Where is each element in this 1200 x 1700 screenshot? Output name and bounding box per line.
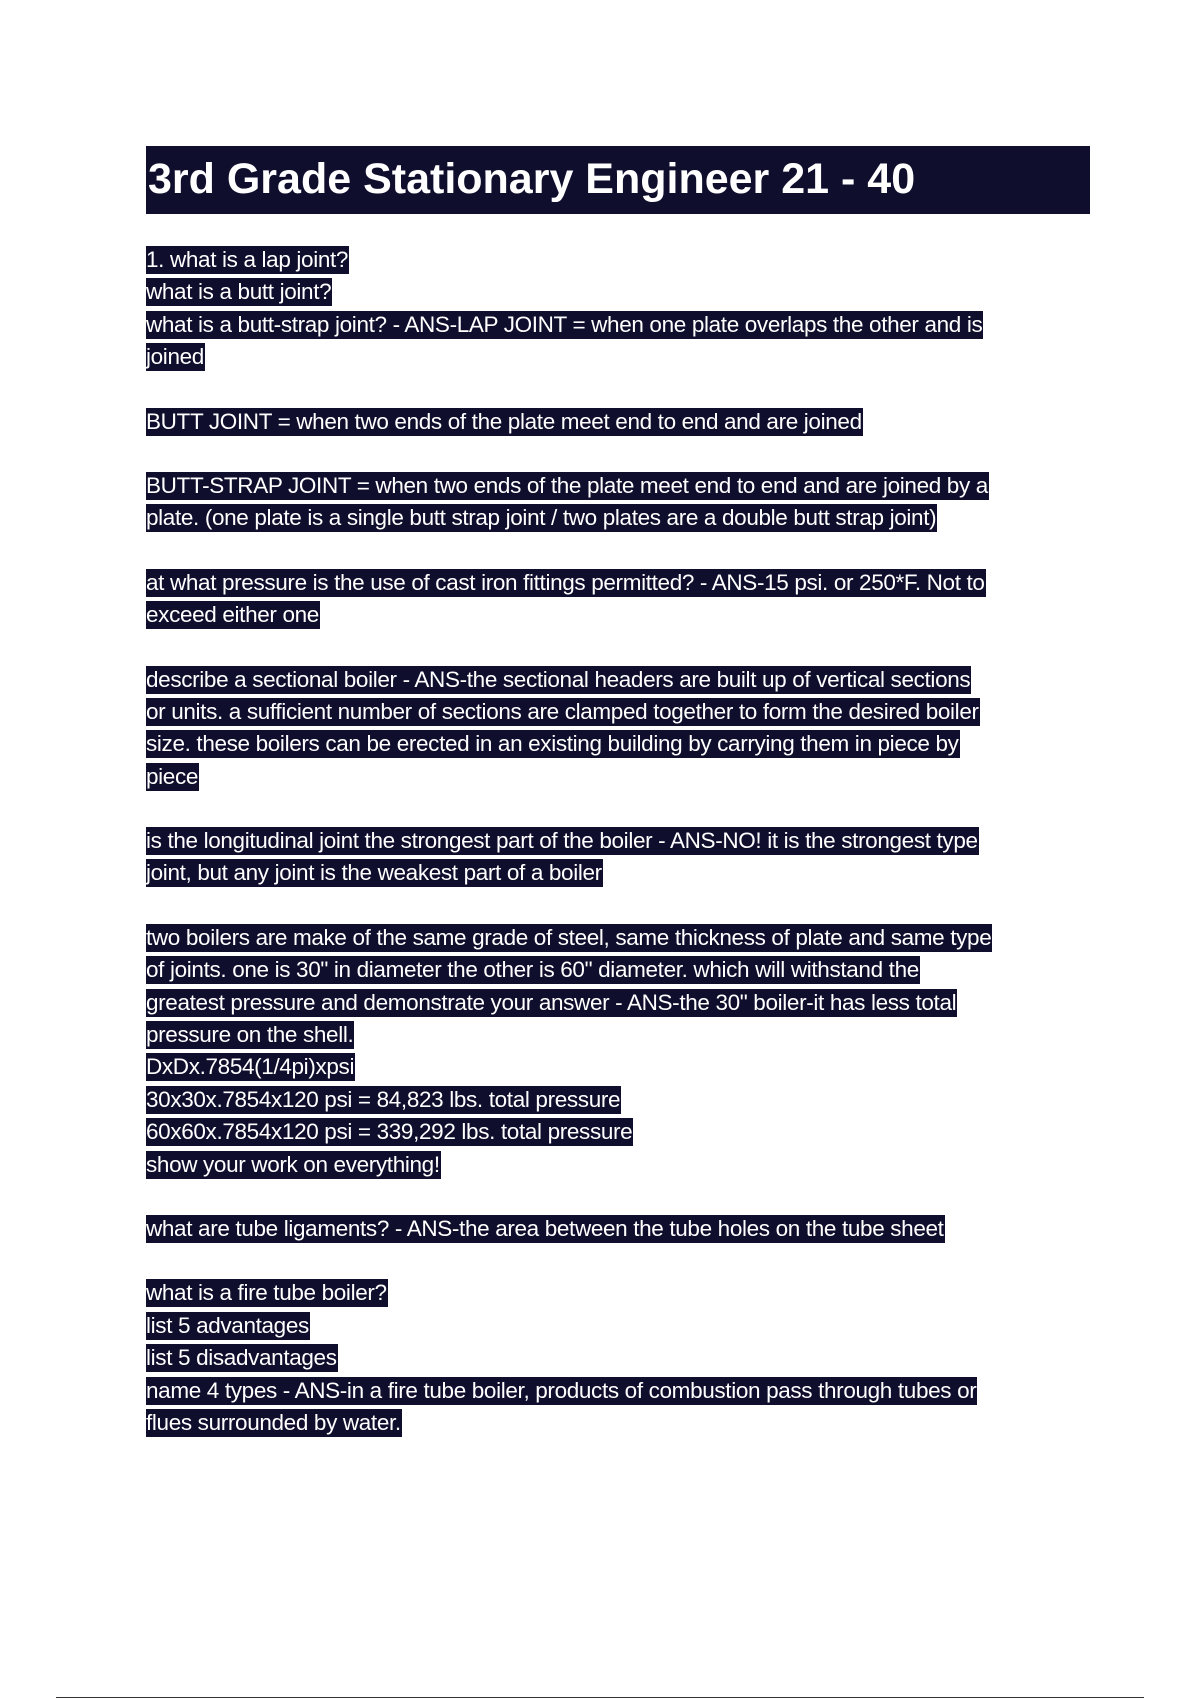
text-line — [146, 664, 1090, 696]
qa-block — [146, 825, 1090, 890]
text-line — [146, 567, 1090, 599]
text-line — [146, 470, 1090, 502]
text-line — [146, 761, 1090, 793]
highlighted-text: 1. what is a lap joint? — [146, 247, 349, 272]
highlighted-text: greatest pressure and demonstrate your answer - ANS-the 30" boiler-it has less total — [146, 989, 957, 1015]
highlighted-text: is the longitudinal joint the strongest part of the boiler - ANS-NO! it is the strongest type — [146, 828, 978, 854]
text-line — [146, 341, 1090, 373]
qa-block — [146, 1213, 1090, 1245]
text-line — [146, 244, 1090, 276]
footer-divider — [56, 1697, 1144, 1698]
highlighted-text: DxDx.7854(1/4pi)xpsi — [146, 1054, 355, 1080]
highlighted-text: list 5 disadvantages — [146, 1345, 337, 1371]
highlighted-text: size. these boilers can be erected in an existing building by carrying them in piece by — [146, 731, 959, 757]
text-line — [146, 1342, 1090, 1374]
text-line — [146, 922, 1090, 954]
document-title: 3rd Grade Stationary Engineer 21 - 40 — [146, 146, 1090, 214]
qa-list — [146, 244, 1090, 1439]
qa-block — [146, 406, 1090, 438]
text-line — [146, 1149, 1090, 1181]
text-line — [146, 1277, 1090, 1309]
highlighted-text: flues surrounded by water. — [146, 1409, 401, 1435]
text-line — [146, 1407, 1090, 1439]
highlighted-text: what is a fire tube boiler? — [146, 1280, 387, 1306]
text-line — [146, 309, 1090, 341]
text-line — [146, 1213, 1090, 1245]
text-line — [146, 857, 1090, 889]
highlighted-text: piece — [146, 763, 199, 789]
highlighted-text: what are tube ligaments? - ANS-the area between the tube holes on the tube sheet — [146, 1215, 944, 1241]
text-line — [146, 406, 1090, 438]
text-line — [146, 696, 1090, 728]
text-line — [146, 1375, 1090, 1407]
text-line — [146, 1084, 1090, 1116]
text-line — [146, 1310, 1090, 1342]
text-line — [146, 1051, 1090, 1083]
highlighted-text: what is a butt-strap joint? - ANS-LAP JOINT = when one plate overlaps the other and is — [146, 311, 983, 337]
highlighted-text: at what pressure is the use of cast iron fittings permitted? - ANS-15 psi. or 250*F. Not to — [146, 569, 985, 595]
text-line — [146, 599, 1090, 631]
text-line — [146, 825, 1090, 857]
highlighted-text: joined — [146, 344, 204, 370]
qa-block — [146, 1277, 1090, 1439]
qa-block — [146, 567, 1090, 632]
highlighted-text: BUTT-STRAP JOINT = when two ends of the plate meet end to end and are joined by a — [146, 472, 988, 498]
qa-block — [146, 664, 1090, 794]
highlighted-text: name 4 types - ANS-in a fire tube boiler, products of combustion pass through tubes or — [146, 1377, 977, 1403]
highlighted-text: of joints. one is 30" in diameter the other is 60" diameter. which will withstand the — [146, 957, 919, 983]
text-line — [146, 728, 1090, 760]
highlighted-text: joint, but any joint is the weakest part of a boiler — [146, 860, 602, 886]
highlighted-text: BUTT JOINT = when two ends of the plate meet end to end and are joined — [146, 408, 862, 434]
highlighted-text: or units. a sufficient number of sections are clamped together to form the desired boiler — [146, 698, 979, 724]
highlighted-text: pressure on the shell. — [146, 1022, 354, 1048]
highlighted-text: 60x60x.7854x120 psi = 339,292 lbs. total pressure — [146, 1119, 633, 1145]
document-page — [146, 146, 1090, 1471]
qa-block — [146, 470, 1090, 535]
highlighted-text: describe a sectional boiler - ANS-the sectional headers are built up of vertical sections — [146, 666, 971, 692]
highlighted-text: 30x30x.7854x120 psi = 84,823 lbs. total pressure — [146, 1086, 621, 1112]
qa-block — [146, 922, 1090, 1181]
highlighted-text: two boilers are make of the same grade of steel, same thickness of plate and same type — [146, 924, 992, 950]
text-line — [146, 1019, 1090, 1051]
text-line — [146, 954, 1090, 986]
text-line — [146, 502, 1090, 534]
highlighted-text: what is a butt joint? — [146, 279, 332, 305]
highlighted-text: exceed either one — [146, 602, 319, 628]
highlighted-text: list 5 advantages — [146, 1312, 309, 1338]
text-line — [146, 1116, 1090, 1148]
highlighted-text: plate. (one plate is a single butt strap joint / two plates are a double butt strap joint) — [146, 505, 937, 531]
qa-block — [146, 244, 1090, 374]
text-line — [146, 987, 1090, 1019]
text-line — [146, 276, 1090, 308]
highlighted-text: show your work on everything! — [146, 1151, 440, 1177]
